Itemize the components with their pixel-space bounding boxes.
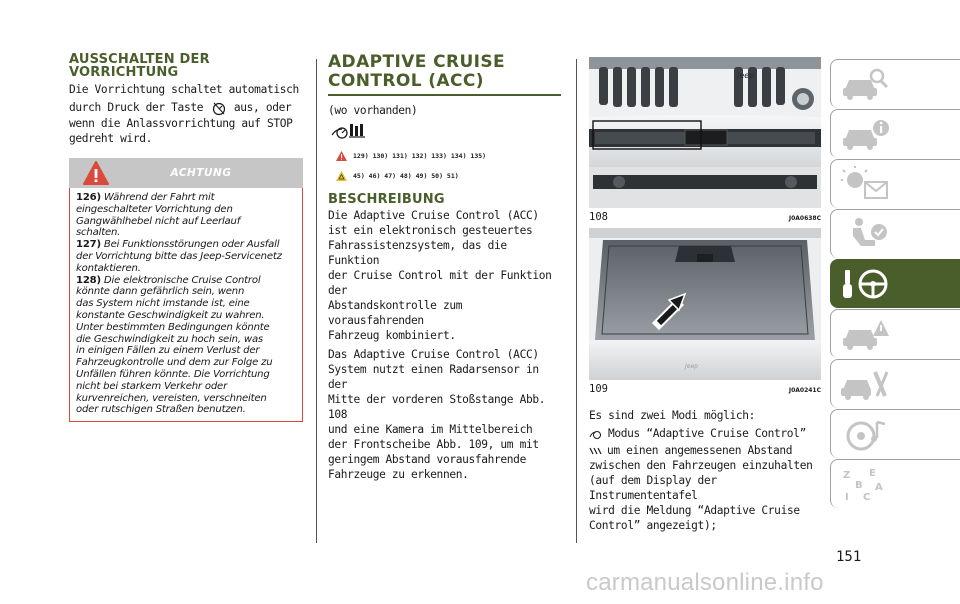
acc-cruise-icon: [330, 121, 372, 141]
car-info-icon: [841, 116, 891, 152]
main-heading-line2: CONTROL (ACC): [328, 71, 484, 91]
heading-underline: [328, 94, 561, 96]
tab-maintenance[interactable]: [830, 359, 960, 408]
warning-title: ACHTUNG: [170, 167, 232, 179]
svg-text:Jeep: Jeep: [737, 71, 755, 80]
description-paragraph: Die Adaptive Cruise Control (ACC) ist ein elektronisch gesteuertes Fahrassistenzsystem, das die Funktion der Cruise Control mit der Funktion der Abstandskontrolle zum vorausfahrenden Fahrzeug kombiniert. Das Adaptive Cruise Control (ACC) System nutzt einen Radarsensor in der Mitte der vorderen Stoßstange Abb. 108 und eine Kamera im Mittelbereich der Frontscheibe Abb. 109, um mit geringem Abstand vorausfahrende Fahrzeuge zu erkennen.: [328, 208, 552, 481]
svg-text:A: A: [875, 482, 883, 493]
tab-car-info[interactable]: [830, 109, 960, 158]
warning-triangle-icon: [335, 150, 348, 162]
section-paragraph: Die Vorrichtung schaltet automatisch durch Druck der Taste aus, oder wenn die Anlassvorrichtung auf STOP gedreht wird.: [69, 83, 299, 145]
tab-index[interactable]: [830, 459, 960, 508]
distance-bars-icon: [589, 446, 603, 456]
svg-text:I: I: [845, 492, 849, 502]
car-info-search-icon: [841, 66, 891, 102]
warning-item: 128) Die elektronische Cruise Control könnte dann gefährlich sein, wenn das System nicht imstande ist, eine konstante Geschwindigkeit zu wahren. Unter bestimmten Bedingungen könnte die Geschwindigkeit zu hoch sein, was in einigen Fällen zu einem Verlust der Fahrzeugkontrolle und dem zur Folge zu Unfällen führen könnte. Die Vorrichtung nicht bei starkem Verkehr oder kurvenreichen, vereisten, verschneiten oder rutschigen Straßen benutzen.: [76, 274, 273, 416]
front-bumper-image: [589, 57, 821, 208]
tab-starting-driving[interactable]: [830, 259, 960, 308]
modes-section: Es sind zwei Modi möglich: Modus “Adaptive Cruise Control” um einen angemessenen Abstand zwischen den Fahrzeugen einzuhalten (auf dem Display der Instrumententafel wird die Meldung “Adaptive Cruise Control” angezeigt);: [589, 409, 813, 532]
car-tools-icon: [841, 366, 891, 402]
watermark: carmanualsonline.info: [586, 569, 824, 596]
column-right: [589, 57, 821, 533]
column-divider: [316, 59, 317, 543]
warning-item: 126) Während der Fahrt mit eingeschalteter Vorrichtung den Gangwählhebel nicht auf Leerlauf schalten.: [76, 192, 241, 239]
seat-safety-icon: [841, 216, 891, 252]
figure-caption: 109 J0A0241C: [589, 383, 821, 395]
caution-references: 45) 46) 47) 48) 49) 50) 51): [335, 166, 563, 186]
dashboard-lights-message-icon: [841, 166, 891, 202]
page-number: 151: [836, 549, 862, 565]
main-heading-line1: ADAPTIVE CRUISE: [328, 52, 506, 72]
car-warning-icon: [841, 316, 891, 352]
chapter-tabs: [830, 59, 960, 509]
svg-text:C: C: [863, 492, 871, 502]
acc-mode-icon: [589, 428, 603, 440]
column-divider: [576, 59, 577, 543]
svg-text:B: B: [855, 480, 863, 491]
column-left: [69, 53, 303, 422]
svg-text:E: E: [869, 468, 876, 479]
warning-references: 129) 130) 131) 132) 133) 134) 135): [335, 146, 563, 166]
cruise-off-icon: [211, 100, 227, 116]
figure-front-bumper-radar: [589, 57, 821, 208]
warning-banner: [69, 158, 303, 188]
multimedia-icon: [841, 416, 891, 452]
subsection-heading: BESCHREIBUNG: [328, 191, 445, 207]
index-letters-icon: [841, 466, 891, 502]
windshield-camera-image: [589, 228, 821, 380]
tab-car-info-search[interactable]: [830, 59, 960, 108]
svg-text:Z: Z: [843, 470, 851, 481]
section-heading-line2: VORRICHTUNG: [69, 65, 179, 80]
figure-windshield-camera: [589, 228, 821, 380]
availability-note: (wo vorhanden): [328, 103, 418, 117]
tab-dashboard-lights[interactable]: [830, 159, 960, 208]
key-steering-wheel-icon: [841, 266, 891, 302]
column-middle: [328, 53, 563, 486]
caution-triangle-icon: [335, 170, 348, 182]
warning-item: 127) Bei Funktionsstörungen oder Ausfall der Vorrichtung bitte das Jeep-Servicenetz kontaktieren.: [76, 239, 282, 274]
warning-box: [69, 188, 303, 422]
svg-text:Jeep: Jeep: [685, 363, 698, 370]
section-heading-line1: AUSSCHALTEN DER: [69, 52, 210, 67]
tab-multimedia[interactable]: [830, 409, 960, 458]
figure-caption: 108 J0A0638C: [589, 211, 821, 223]
tab-seat-safety[interactable]: [830, 209, 960, 258]
tab-emergency[interactable]: [830, 309, 960, 358]
